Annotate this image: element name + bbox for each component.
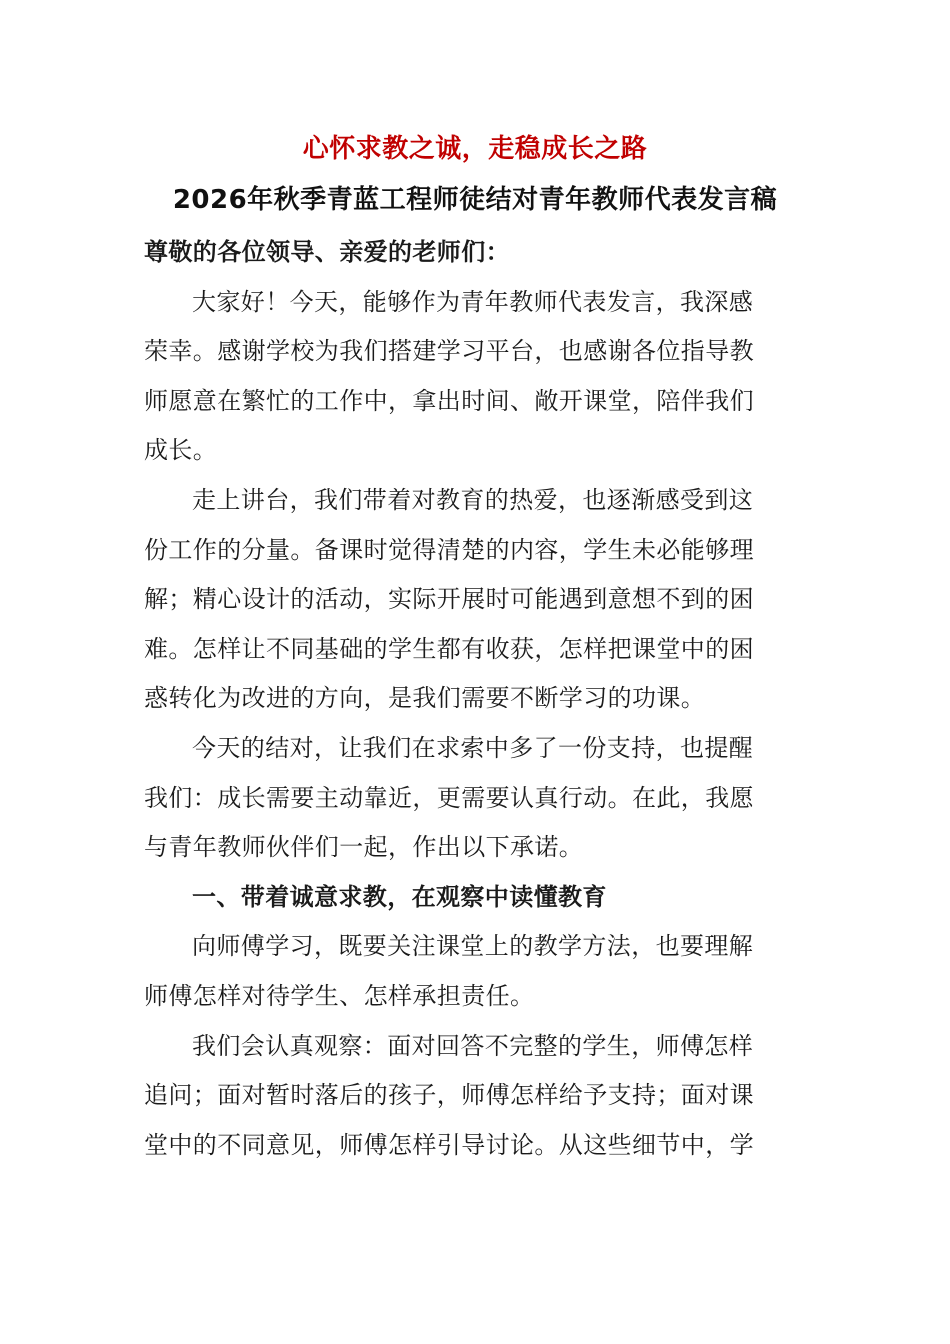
paragraph-line: 师愿意在繁忙的工作中，拿出时间、敞开课堂，陪伴我们	[144, 386, 754, 415]
document-body	[144, 228, 808, 1170]
paragraph-line: 今天的结对，让我们在求索中多了一份支持，也提醒	[192, 733, 754, 762]
document-subtitle: 2026年秋季青蓝工程师徒结对青年教师代表发言稿	[172, 185, 778, 215]
salutation: 尊敬的各位领导、亲爱的老师们：	[144, 238, 510, 266]
paragraph-line: 向师傅学习，既要关注课堂上的教学方法，也要理解	[192, 932, 754, 961]
paragraph-line: 解；精心设计的活动，实际开展时可能遇到意想不到的困	[144, 585, 754, 614]
paragraph-line: 惑转化为改进的方向，是我们需要不断学习的功课。	[144, 684, 706, 713]
paragraph-line: 大家好！今天，能够作为青年教师代表发言，我深感	[192, 287, 754, 316]
paragraph-line: 荣幸。感谢学校为我们搭建学习平台，也感谢各位指导教	[144, 337, 754, 366]
paragraph-line: 与青年教师伙伴们一起，作出以下承诺。	[144, 833, 584, 862]
paragraph-line: 难。怎样让不同基础的学生都有收获，怎样把课堂中的困	[144, 634, 754, 663]
paragraph-line: 成长。	[144, 436, 218, 465]
section-heading: 一、带着诚意求教，在观察中读懂教育	[192, 882, 607, 911]
paragraph-line: 师傅怎样对待学生、怎样承担责任。	[144, 981, 535, 1010]
paragraph-line: 我们：成长需要主动靠近，更需要认真行动。在此，我愿	[144, 783, 754, 812]
paragraph-line: 份工作的分量。备课时觉得清楚的内容，学生未必能够理	[144, 535, 754, 564]
paragraph-line: 堂中的不同意见，师傅怎样引导讨论。从这些细节中，学	[144, 1130, 754, 1159]
paragraph-line: 走上讲台，我们带着对教育的热爱，也逐渐感受到这	[192, 485, 754, 514]
paragraph-line: 我们会认真观察：面对回答不完整的学生，师傅怎样	[192, 1031, 754, 1060]
paragraph-line: 追问；面对暂时落后的孩子，师傅怎样给予支持；面对课	[144, 1081, 754, 1110]
document-title: 心怀求教之诚，走稳成长之路	[302, 134, 648, 164]
